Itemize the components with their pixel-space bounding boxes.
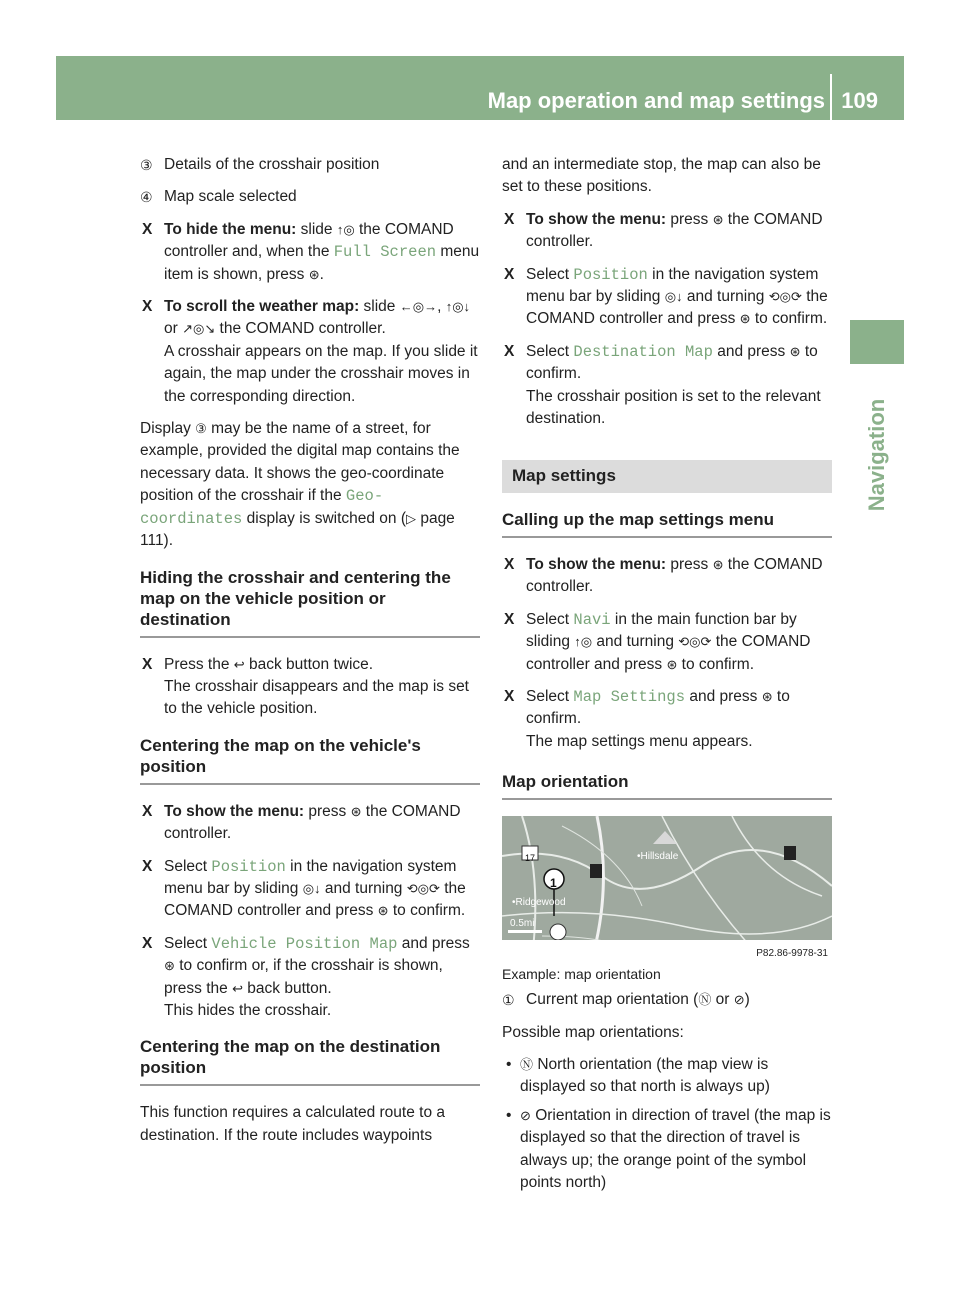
callout-3 <box>140 154 480 176</box>
map-scale-label: 0.5mi <box>510 918 535 930</box>
fuel-station-icon <box>590 864 602 878</box>
controller-turn-icon: ⟲◎⟳ <box>406 880 440 896</box>
step-arrow-icon: X <box>142 857 153 875</box>
controller-slide-down-icon: ◎↓ <box>302 880 321 896</box>
text: Select <box>164 857 212 875</box>
controller-press-icon: ⊛ <box>739 311 751 327</box>
step-select-position <box>502 264 832 331</box>
heading-calling-map-settings: Calling up the map settings menu <box>502 509 832 538</box>
step-arrow-icon: X <box>504 610 515 628</box>
text: the COMAND controller. <box>526 210 823 251</box>
step-select-map-settings <box>502 686 832 753</box>
travel-direction-icon: ⊘ <box>520 1107 531 1123</box>
text: press <box>666 210 713 228</box>
callout-number: 1 <box>550 876 557 891</box>
intro-paragraph: and an intermediate stop, the map can also be set to these positions. <box>502 156 821 196</box>
side-tab-marker <box>850 320 904 364</box>
text: in the navigation system menu bar by sliding <box>164 857 457 897</box>
side-tab-label: Navigation <box>864 398 889 512</box>
step-arrow-icon: X <box>142 655 153 673</box>
text: and press <box>712 342 790 360</box>
map-label-ridgewood: •Ridgewood <box>512 897 566 909</box>
step-show-menu <box>502 554 832 599</box>
page-ref: page 111). <box>140 509 455 550</box>
text: back button twice. <box>244 655 374 673</box>
step-label: To hide the menu: <box>164 220 297 238</box>
text: to confirm. <box>388 902 466 920</box>
text: slide <box>359 298 400 316</box>
step-result: The map settings menu appears. <box>526 732 753 750</box>
destination-paragraph: This function requires a calculated route to a destination. If the route includes waypoints <box>140 1104 446 1144</box>
menu-item-position: Position <box>573 265 648 284</box>
page-number: 109 <box>841 88 878 113</box>
controller-press-icon: ⊛ <box>712 211 724 227</box>
controller-press-icon: ⊛ <box>761 688 773 704</box>
route-number: 17 <box>525 853 536 864</box>
controller-press-icon: ⊛ <box>789 343 801 359</box>
bullet-north <box>502 1054 832 1099</box>
step-result: This hides the crosshair. <box>164 1001 332 1019</box>
callout-text: Map scale selected <box>164 188 297 206</box>
step-result: The crosshair disappears and the map is set to the vehicle position. <box>164 677 469 718</box>
display-paragraph <box>140 418 480 552</box>
menu-item-vehicle-position-map: Vehicle Position Map <box>211 934 398 953</box>
text: Current map orientation ( <box>526 991 699 1009</box>
side-tab <box>852 380 902 530</box>
step-arrow-icon: X <box>504 687 515 705</box>
menu-item-full-screen: Full Screen <box>333 243 437 262</box>
step-arrow-icon: X <box>504 555 515 573</box>
text: and turning <box>320 879 407 897</box>
menu-item-geo-coordinates: Geo-coordinates <box>140 487 384 528</box>
callout-number: ① <box>502 992 515 1009</box>
text: to confirm. <box>677 655 755 673</box>
step-select-position <box>140 856 480 923</box>
menu-item-navi: Navi <box>573 610 611 629</box>
text: Select <box>526 687 574 705</box>
callout-1 <box>502 989 832 1011</box>
text: or <box>164 320 183 338</box>
controller-press-icon: ⊛ <box>666 656 678 672</box>
text: the COMAND controller and press <box>526 288 828 328</box>
back-button-icon: ↩ <box>232 980 243 996</box>
callout-4 <box>140 186 480 208</box>
step-arrow-icon: X <box>142 220 153 238</box>
fuel-station-icon <box>784 846 796 860</box>
section-map-settings: Map settings <box>502 460 832 492</box>
step-select-vehicle-position-map <box>140 933 480 1023</box>
text: . <box>319 265 324 283</box>
heading-map-orientation: Map orientation <box>502 771 832 800</box>
controller-slide-up-icon: ↑◎ <box>574 634 593 650</box>
text: the COMAND controller and, when the <box>164 220 454 261</box>
figure-caption: Example: map orientation <box>502 966 661 983</box>
callout-number: ③ <box>140 157 153 173</box>
step-label: To scroll the weather map: <box>164 298 360 316</box>
menu-item-map-settings: Map Settings <box>573 687 686 706</box>
controller-slide-down-icon: ◎↓ <box>664 289 683 305</box>
text: press <box>666 555 713 573</box>
controller-press-icon: ⊛ <box>164 958 175 974</box>
step-select-destination-map <box>502 341 832 431</box>
callout-number: ③ <box>195 421 207 437</box>
step-arrow-icon: X <box>504 265 515 283</box>
step-arrow-icon: X <box>142 298 153 316</box>
step-press-back <box>140 654 480 721</box>
page-title: Map operation and map settings <box>487 88 825 113</box>
north-orientation-icon: Ⓝ <box>520 1056 534 1072</box>
step-arrow-icon: X <box>504 210 515 228</box>
controller-slide-up-icon: ↑◎ <box>336 221 355 237</box>
text: in the navigation system menu bar by sliding <box>526 265 819 306</box>
controller-turn-icon: ⟲◎⟳ <box>678 634 712 650</box>
text: and press <box>685 687 762 705</box>
text: the COMAND controller. <box>164 802 461 843</box>
text: or <box>711 991 734 1009</box>
controller-slide-lr-icon: ←◎→ <box>399 299 438 315</box>
text: Select <box>526 342 574 360</box>
text: to confirm. <box>750 310 828 328</box>
left-column <box>140 154 480 1157</box>
heading-center-vehicle: Centering the map on the vehicle's position <box>140 735 480 785</box>
north-orientation-icon <box>550 924 566 940</box>
text: the COMAND controller and press <box>526 633 811 673</box>
text: Select <box>526 265 574 283</box>
text: Display <box>140 420 196 438</box>
text: the COMAND controller and press <box>164 879 466 920</box>
text: and turning <box>592 633 679 651</box>
text: press <box>304 802 351 820</box>
text: slide <box>296 220 337 238</box>
travel-direction-icon: ⊘ <box>733 992 745 1008</box>
step-label: To show the menu: <box>164 802 305 820</box>
step-arrow-icon: X <box>142 802 153 820</box>
controller-turn-icon: ⟲◎⟳ <box>768 289 802 305</box>
bullet-dot: • <box>506 1106 512 1124</box>
map-orientation-image <box>502 816 832 959</box>
right-column <box>502 154 832 1200</box>
back-button-icon: ↩ <box>233 656 245 672</box>
text: menu item is shown, press <box>164 243 480 283</box>
text: Select <box>164 934 212 952</box>
text: to confirm. <box>526 687 790 728</box>
text: and turning <box>682 288 769 306</box>
controller-press-icon: ⊛ <box>350 803 362 819</box>
step-arrow-icon: X <box>142 934 153 952</box>
text: may be the name of a street, for example, provided the digital map contains the necessary data. It shows the geo-coordinate position of the crosshair if the <box>140 420 460 505</box>
text: Press the <box>164 655 234 673</box>
text: , <box>437 298 442 316</box>
text: to confirm. <box>526 342 818 383</box>
heading-hiding-crosshair: Hiding the crosshair and centering the map on the vehicle position or destination <box>140 567 480 638</box>
text: the COMAND controller. <box>215 320 386 338</box>
possible-orientations: Possible map orientations: <box>502 1023 684 1041</box>
text: North orientation (the map view is displayed so that north is always up) <box>520 1055 770 1096</box>
step-label: To show the menu: <box>526 555 667 573</box>
menu-item-destination-map: Destination Map <box>573 342 713 361</box>
step-show-menu <box>502 209 832 254</box>
step-scroll-map <box>140 296 480 408</box>
controller-press-icon: ⊛ <box>308 266 320 282</box>
step-show-menu <box>140 801 480 846</box>
step-hide-menu <box>140 219 480 286</box>
menu-item-position: Position <box>211 857 286 876</box>
text: Orientation in direction of travel (the map is displayed so that the direction of travel is always up; the orange point of the symbol points north) <box>520 1106 831 1191</box>
text: the COMAND controller. <box>526 555 823 596</box>
controller-press-icon: ⊛ <box>712 556 724 572</box>
step-result: A crosshair appears on the map. If you slide it again, the map under the crosshair moves in the corresponding direction. <box>164 342 478 405</box>
north-orientation-icon: Ⓝ <box>698 992 712 1008</box>
text: display is switched on ( <box>242 509 407 527</box>
heading-center-destination: Centering the map on the destination position <box>140 1036 480 1086</box>
controller-press-icon: ⊛ <box>377 903 389 919</box>
text: back button. <box>242 979 332 997</box>
text: Select <box>526 610 574 628</box>
text: ) <box>744 991 750 1009</box>
text: to confirm or, if the crosshair is shown, press the <box>164 957 443 997</box>
callout-text: Details of the crosshair position <box>164 156 380 173</box>
bullet-travel <box>502 1105 832 1195</box>
text: in the main function bar by sliding <box>526 610 797 651</box>
controller-slide-diag-icon: ↗◎↘ <box>182 321 216 337</box>
step-arrow-icon: X <box>504 342 515 360</box>
step-select-navi <box>502 609 832 676</box>
callout-number: ④ <box>140 189 153 206</box>
header-divider <box>830 74 832 120</box>
bullet-dot: • <box>506 1055 512 1073</box>
page-ref-icon: ▷ <box>406 510 417 526</box>
step-result: The crosshair position is set to the relevant destination. <box>526 387 821 428</box>
text: and press <box>397 934 470 952</box>
figure-ref: P82.86-9978-31 <box>756 948 828 960</box>
map-label-hillsdale: •Hillsdale <box>637 851 679 863</box>
controller-slide-ud-icon: ↑◎↓ <box>445 299 471 315</box>
step-label: To show the menu: <box>526 210 667 228</box>
